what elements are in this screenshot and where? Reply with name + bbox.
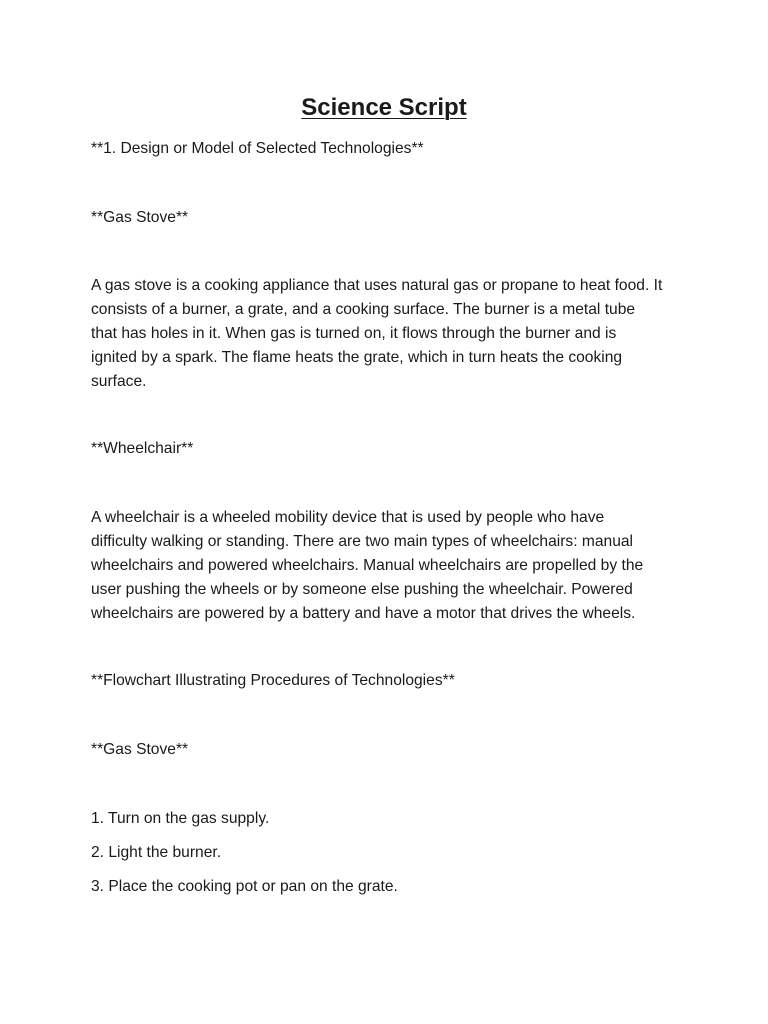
paragraph-line: difficulty walking or standing. There are two main types of wheelchairs: manual (91, 533, 634, 550)
procedure-step-1: 1. Turn on the gas supply. (91, 810, 270, 827)
paragraph-line: ignited by a spark. The flame heats the grate, which in turn heats the cooking (91, 349, 623, 366)
procedure-step-3: 3. Place the cooking pot or pan on the grate. (91, 878, 398, 895)
subheading-gas-stove: **Gas Stove** (91, 209, 189, 226)
paragraph-line: consists of a burner, a grate, and a cooking surface. The burner is a metal tube (91, 301, 636, 318)
gas-stove-paragraph (91, 274, 691, 394)
paragraph-line: A gas stove is a cooking appliance that uses natural gas or propane to heat food. It (91, 277, 663, 294)
paragraph-line: user pushing the wheels or by someone else pushing the wheelchair. Powered (91, 581, 633, 598)
section-heading-design: **1. Design or Model of Selected Technologies** (91, 140, 424, 157)
paragraph-line: that has holes in it. When gas is turned on, it flows through the burner and is (91, 325, 617, 342)
wheelchair-paragraph (91, 506, 691, 626)
procedure-step-2: 2. Light the burner. (91, 844, 222, 861)
paragraph-line: A wheelchair is a wheeled mobility device that is used by people who have (91, 509, 605, 526)
paragraph-line: wheelchairs are powered by a battery and have a motor that drives the wheels. (91, 605, 636, 622)
paragraph-line: wheelchairs and powered wheelchairs. Manual wheelchairs are propelled by the (91, 557, 644, 574)
subheading-gas-stove-procedure: **Gas Stove** (91, 741, 189, 758)
section-heading-flowchart: **Flowchart Illustrating Procedures of Technologies** (91, 672, 455, 689)
page-title: Science Script (301, 94, 467, 121)
subheading-wheelchair: **Wheelchair** (91, 440, 194, 457)
paragraph-line: surface. (91, 373, 147, 390)
